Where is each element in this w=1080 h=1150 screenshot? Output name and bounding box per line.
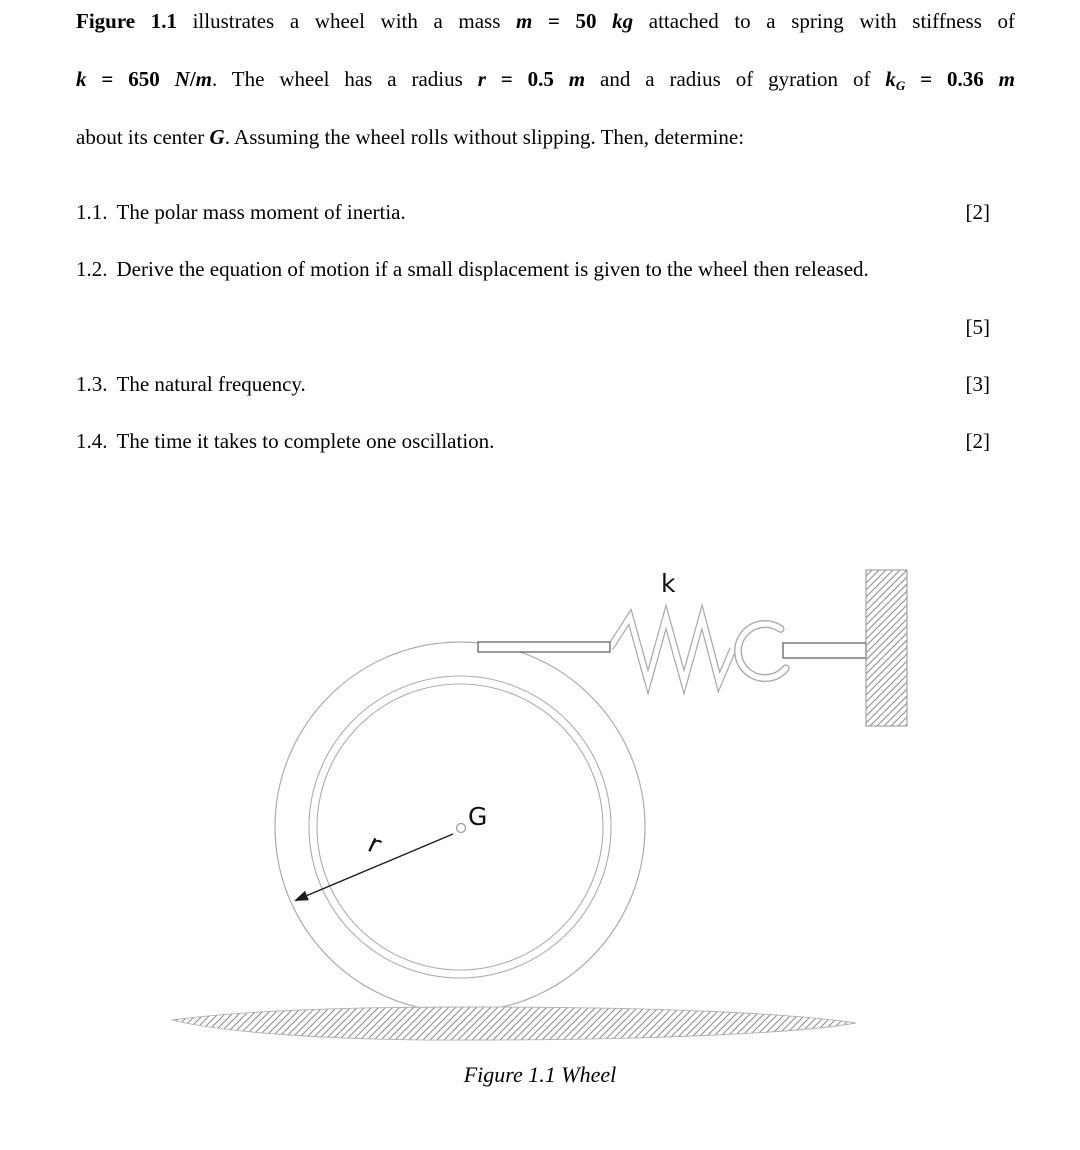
- question-item-1-1: [76, 200, 1015, 225]
- question-item-1-3: [76, 372, 1015, 397]
- question-number: 1.4.: [76, 429, 108, 453]
- intro-line-2: k = 650 N/m. The wheel has a radius r = 0.5 m and a radius of gyration of kG = 0.36 m: [76, 67, 1016, 93]
- radius-arrowhead: [294, 891, 309, 901]
- wall: [866, 570, 907, 726]
- question-item-1-2-marks-row: [76, 315, 1015, 340]
- question-text: Derive the equation of motion if a small displacement is given to the wheel then released.: [116, 257, 869, 281]
- intro-line-3: about its center G. Assuming the wheel rolls without slipping. Then, determine:: [76, 125, 745, 149]
- center-point: [457, 824, 466, 833]
- wheel-spring-diagram: [0, 553, 1080, 1053]
- question-item-1-2: [76, 257, 1015, 282]
- spring-stiffness-label: k: [661, 569, 676, 598]
- ground-hatch: [172, 1007, 856, 1040]
- spring-assembly: [478, 570, 907, 726]
- wall-link-bar: [783, 643, 866, 658]
- figure-caption: Figure 1.1 Wheel: [463, 1062, 617, 1087]
- marks-badge: [3]: [965, 372, 990, 396]
- marks-badge: [2]: [965, 429, 990, 453]
- marks-badge: [5]: [965, 315, 990, 339]
- ground: [172, 1007, 856, 1040]
- question-text: The natural frequency.: [116, 372, 306, 396]
- question-number: 1.2.: [76, 257, 108, 281]
- question-text: The polar mass moment of inertia.: [116, 200, 406, 224]
- question-number: 1.1.: [76, 200, 108, 224]
- marks-badge: [2]: [965, 200, 990, 224]
- radius-label: r: [363, 828, 386, 861]
- intro-line-1: Figure 1.1 illustrates a wheel with a mass m = 50 kg attached to a spring with stiffness of: [76, 9, 1015, 33]
- center-label: G: [468, 802, 488, 831]
- question-text: The time it takes to complete one oscillation.: [116, 429, 495, 453]
- question-item-1-4: [76, 429, 1015, 454]
- wheel-link-bar: [478, 642, 610, 652]
- question-number: 1.3.: [76, 372, 108, 396]
